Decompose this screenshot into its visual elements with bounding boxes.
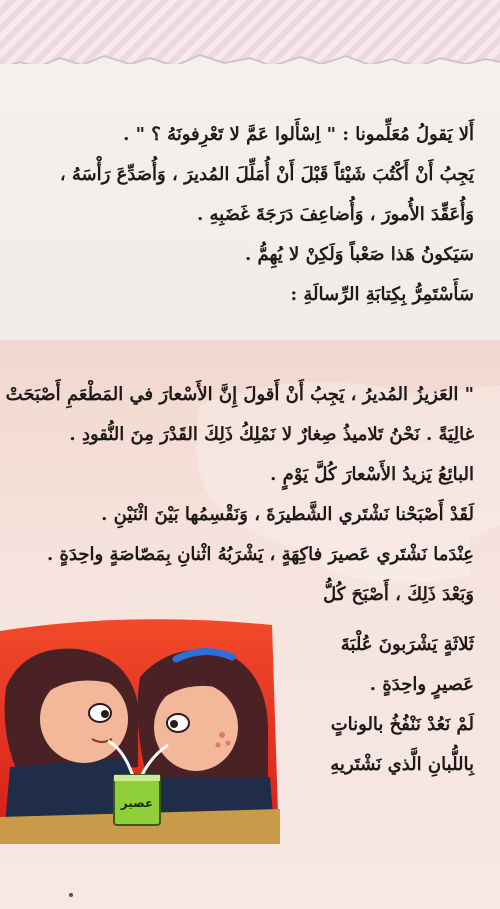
juice-can-label: عصير [120,796,154,810]
letter-line: " العَزيزُ المُديرُ ، يَجِبُ أَنْ أَقولَ إِنَّ الأَسْعارَ في المَطْعَمِ أَصْبَحَتْ [5,384,474,405]
right-girl-face [154,683,238,771]
letter-line: عَصيرٍ واحِدَةٍ . [369,674,474,695]
letter-line: البائِعُ يَزيدُ الأَسْعارَ كُلَّ يَوْمٍ . [270,464,474,485]
two-girls-sharing-juice-illustration [0,617,280,844]
text-line: وَأُعَقِّدَ الأُمورَ ، وَأُضاعِفَ دَرَجَةَ غَضَبِهِ . [197,204,474,225]
letter-line: وَبَعْدَ ذَلِكَ ، أَصْبَحَ كُلُّ [323,584,474,605]
letter-line: ثَلاثَةٍ يَشْرَبونَ عُلْبَةَ [340,634,474,655]
letter-line: لَقَدْ أَصْبَحْنا نَشْتَري الشَّطيرَةَ ، وَنَقْسِمُها بَيْنَ اثْنَيْنِ . [101,504,474,525]
text-line: يَجِبُ أَنْ أَكْتُبَ شَيْئاً قَبْلَ أَنْ أُمَلِّلَ المُديرَ ، وَأُصَدِّعَ رَأْسَهُ ، [59,164,474,185]
letter-line: غالِيَةً . نَحْنُ تَلاميذُ صِغارٌ لا نَمْلِكُ ذَلِكَ القَدْرَ مِنَ النُّقودِ . [69,424,474,445]
text-line: أَلا يَقولُ مُعَلِّمونا : " اِسْأَلوا عَمَّ لا تَعْرِفونَهُ ؟ " . [123,124,474,145]
letter-line: بِاللُّبانِ الَّذي نَشْتَريهِ [330,754,474,775]
letter-line: عِنْدَما نَشْتَري عَصيرَ فاكِهَةٍ ، يَشْرَبُهُ اثْنانِ بِمَصّاصَةٍ واحِدَةٍ . [46,544,474,565]
page-mark [69,893,73,897]
text-line: سَيَكونُ هَذا صَعْباً وَلَكِنْ لا يُهِمُّ . [244,244,474,265]
text-line: سَأَسْتَمِرُّ بِكِتابَةِ الرِّسالَةِ : [290,284,474,305]
letter-line: لَمْ نَعُدْ نَنْفُخُ بالوناتٍ [330,714,474,735]
